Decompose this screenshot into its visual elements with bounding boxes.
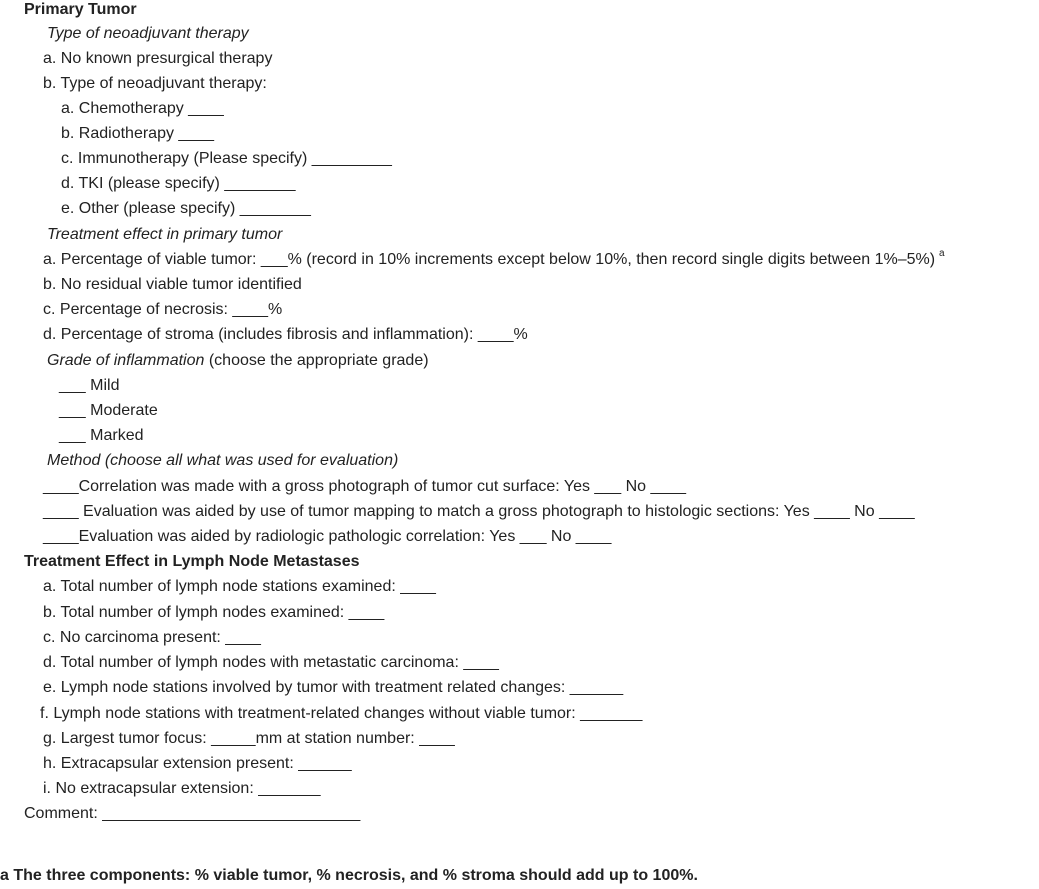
neoadjuvant-option-b: b. Type of neoadjuvant therapy:	[43, 75, 267, 92]
inflammation-label	[47, 351, 429, 371]
stroma-item: d. Percentage of stroma (includes fibrosis and inflammation): ____%	[43, 326, 528, 343]
treatment-effect-label: Treatment effect in primary tumor	[47, 226, 283, 243]
footnote-marker: a	[939, 248, 945, 259]
neoadjuvant-label: Type of neoadjuvant therapy	[47, 25, 249, 42]
inflammation-marked: ___ Marked	[59, 427, 144, 444]
extracapsular-extension-present: h. Extracapsular extension present: ______	[43, 755, 352, 772]
neoadjuvant-sub-tki: d. TKI (please specify) ________	[61, 175, 296, 192]
necrosis-item: c. Percentage of necrosis: ____%	[43, 301, 283, 318]
neoadjuvant-sub-chemotherapy: a. Chemotherapy ____	[61, 100, 224, 117]
neoadjuvant-sub-other: e. Other (please specify) ________	[61, 200, 311, 217]
method-label: Method (choose all what was used for evaluation)	[47, 452, 399, 469]
neoadjuvant-sub-immunotherapy: c. Immunotherapy (Please specify) _________	[61, 150, 392, 167]
viable-tumor-text: a. Percentage of viable tumor: ___% (record in 10% increments except below 10%, then record single digits between 1%–5%)	[43, 251, 936, 268]
viable-tumor-item	[43, 250, 945, 270]
method-gross-photograph: ____Correlation was made with a gross photograph of tumor cut surface: Yes ___ No ____	[43, 478, 687, 495]
inflammation-label-rest: (choose the appropriate grade)	[204, 352, 429, 369]
lymph-nodes-examined: b. Total number of lymph nodes examined: ____	[43, 604, 385, 621]
comment-line: Comment: _____________________________	[24, 805, 361, 822]
stations-changes-no-viable-tumor: f. Lymph node stations with treatment-related changes without viable tumor: _______	[40, 705, 643, 722]
inflammation-label-italic: Grade of inflammation	[47, 352, 205, 369]
footnote: a The three components: % viable tumor, % necrosis, and % stroma should add up to 100%.	[0, 867, 698, 884]
lymph-node-heading: Treatment Effect in Lymph Node Metastases	[24, 553, 360, 570]
primary-tumor-heading: Primary Tumor	[24, 1, 137, 18]
inflammation-moderate: ___ Moderate	[59, 402, 158, 419]
neoadjuvant-sub-radiotherapy: b. Radiotherapy ____	[61, 125, 214, 142]
inflammation-mild: ___ Mild	[59, 377, 120, 394]
no-carcinoma-present: c. No carcinoma present: ____	[43, 629, 261, 646]
method-radiologic-correlation: ____Evaluation was aided by radiologic pathologic correlation: Yes ___ No ____	[43, 528, 612, 545]
largest-tumor-focus: g. Largest tumor focus: _____mm at station number: ____	[43, 730, 455, 747]
no-residual-tumor-item: b. No residual viable tumor identified	[43, 276, 302, 293]
lymph-nodes-metastatic: d. Total number of lymph nodes with metastatic carcinoma: ____	[43, 654, 499, 671]
stations-involved-treatment-changes: e. Lymph node stations involved by tumor with treatment related changes: ______	[43, 679, 624, 696]
neoadjuvant-option-a: a. No known presurgical therapy	[43, 50, 273, 67]
no-extracapsular-extension: i. No extracapsular extension: _______	[43, 780, 321, 797]
lymph-stations-examined: a. Total number of lymph node stations examined: ____	[43, 578, 436, 595]
method-tumor-mapping: ____ Evaluation was aided by use of tumor mapping to match a gross photograph to histologic sections: Yes ____ No ____	[43, 503, 915, 520]
